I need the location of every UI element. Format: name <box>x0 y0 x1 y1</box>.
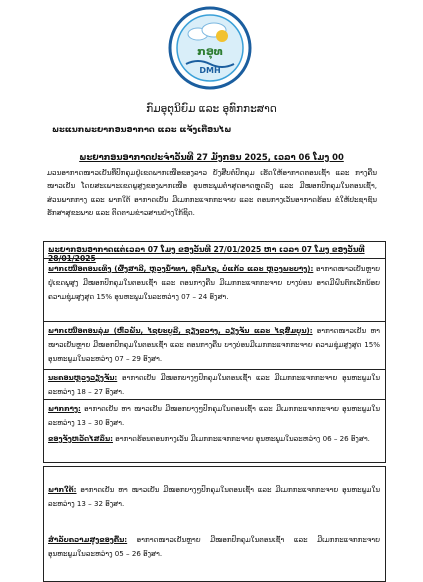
forecast-region-text: ອາກາດຮ້ອນຕອນກາງເວັນ ມີເມກກະແຈກກະຈາຍ ອຸນຫະພູມໃນລະຫວ່າງ 06 – 26 ອົງສາ. <box>115 434 370 443</box>
forecast-region-text: ອາກາດເຢັນ ມີໝອກບາງໆປົກຄຸມໃນຕອນເຊົ້າ ແລະ ມີເມກກະແຈກກະຈາຍ ອຸນຫະພູມໃນລະຫວ່າງ 18 – 27 ອົງສາ. <box>48 373 380 396</box>
forecast-region-label: ພາກເໜືອຕອນເທິງ (ຜົ້ງສາລີ, ຫຼວງນ້ຳທາ, ອຸດົມໄຊ, ບໍ່ແກ້ວ ແລະ ຫຼວງພະບາງ): <box>48 264 314 273</box>
forecast-box <box>43 241 386 463</box>
forecast-item <box>48 432 380 446</box>
forecast-region-label: ຂອງຈັງຫວັດໄສລຶນ: <box>48 434 113 443</box>
forecast-region-label: ນະຄອນຫຼວງວຽງຈັນ: <box>48 373 118 382</box>
logo-text-main: ກອຸທ <box>197 45 223 58</box>
logo-text-sub: DMH <box>199 66 221 75</box>
bulletin-title: ພະຍາກອນອາກາດປະຈຳວັນທີ 27 ມັງກອນ 2025, ເວລາ 06 ໂມງ 00 <box>79 152 344 162</box>
forecast-item <box>48 402 380 430</box>
forecast-region-label: ພາກເໜືອຕອນລຸ່ມ (ຫົວພັນ, ໄຊຍະບູລີ, ຊຽງຂວາງ, ວຽງຈັນ ແລະ ໄຊສົມບູນ): <box>48 326 313 335</box>
forecast-region-label: ພາກໃຕ້: <box>48 485 77 494</box>
forecast-box-continued <box>43 466 386 582</box>
forecast-region-label: ພາກກາງ: <box>48 404 81 413</box>
forecast-region-text: ອາກາດໜາວເຢັນຫຼາຍຢູ່ເຂດພູສູງ ມີໝອກປົກຄຸມໃນຕອນເຊົ້າ ແລະ ຕອນກາງຄືນ ມີເມກກະແຈກກະຈາຍ ບາງບ່ອນ ອາດມີຝົນຕົກເລັກນ້ອຍ ຄວາມຊຸ່ມສູງສຸດ 15% ອຸນຫະພູມໃນລະຫວ່າງ 07 – 24 ອົງສາ. <box>48 264 380 301</box>
bulletin-intro: ມວນອາກາດໜາວເຢັນທີ່ປົກຄຸມຢູ່ເຂດພາກເໜືອຂອງລາວ ຍັງສືບຕໍ່ປົກຄຸມ ເຮັດໃຫ້ອາກາດຕອນເຊົ້າ ແລະ ກາງຄືນໜາວເຢັນ ໂດຍສະເພາະເຂດພູສູງຂອງພາກເໜືອ ອຸນຫະພູມຕໍ່າສຸດອາດຫຼຸດລົງ ແລະ ມີໝອກປົກຄຸມໃນຕອນເຊົ້າ, ສ່ວນພາກກາງ ແລະ ພາກໃຕ້ ອາກາດເຢັນ ມີເມກກະແຈກກະຈາຍ ແລະ ຕອນກາງເວັນອາກາດຮ້ອນ ຂໍໃຫ້ປະຊາຊົນຮັກສາສຸຂະພາບ ແລະ ຕິດຕາມຂ່າວສານຢ່າງໃກ້ຊິດ. <box>47 168 377 218</box>
forecast-region-text: ອາກາດເຢັນ ຫາ ໜາວເຢັນ ມີໝອກບາງໆປົກຄຸມໃນຕອນເຊົ້າ ແລະ ມີເມກກະແຈກກະຈາຍ ອຸນຫະພູມໃນລະຫວ່າງ 13 – 30 ອົງສາ. <box>48 404 380 427</box>
forecast-item <box>48 262 380 304</box>
forecast-region-label: ສຳລັບຄວາມສູງຂອງຄື້ນ: <box>48 535 128 544</box>
forecast-heading: ພະຍາກອນອາກາດແຕ່ເວລາ 07 ໂມງ ຂອງວັນທີ 27/01/2025 ຫາ ເວລາ 07 ໂມງ ຂອງວັນທີ 28/01/2025 <box>48 245 365 263</box>
forecast-item <box>48 533 380 561</box>
forecast-region-text: ອາກາດເຢັນ ຫາ ໜາວເຢັນ ມີໝອກບາງໆປົກຄຸມໃນຕອນເຊົ້າ ແລະ ມີເມກກະແຈກກະຈາຍ ອຸນຫະພູມໃນລະຫວ່າງ 13 – 32 ອົງສາ. <box>48 485 380 508</box>
forecast-item <box>48 371 380 399</box>
forecast-region-text: ອາກາດໜາວເຢັນ ຫາ ໜາວເຢັນຫຼາຍ ມີໝອກປົກຄຸມໃນຕອນເຊົ້າ ແລະ ຕອນກາງຄືນ ບາງບ່ອນມີເມກກະແຈກກະຈາຍ ຄວາມຊຸ່ມສູງສຸດ 15% ອຸນຫະພູມໃນລະຫວ່າງ 07 – 29 ອົງສາ. <box>48 326 381 363</box>
forecast-item <box>48 324 380 366</box>
division-name: ພະແນກພະຍາກອນອາກາດ ແລະ ແຈ້ງເຕືອນໄພ <box>52 124 232 134</box>
department-name: ກົມອຸຕຸນິຍົມ ແລະ ອຸທົກກະສາດ <box>146 103 277 115</box>
forecast-region-text: ອາກາດໜາວເຢັນຫຼາຍ ມີໝອກປົກຄຸມໃນຕອນເຊົ້າ ແລະ ມີເມກກະແຈກກະຈາຍ ອຸນຫະພູມໃນລະຫວ່າງ 05 – 26 ອົງສາ. <box>48 535 380 558</box>
forecast-item <box>48 483 380 511</box>
dmh-logo <box>168 6 252 90</box>
